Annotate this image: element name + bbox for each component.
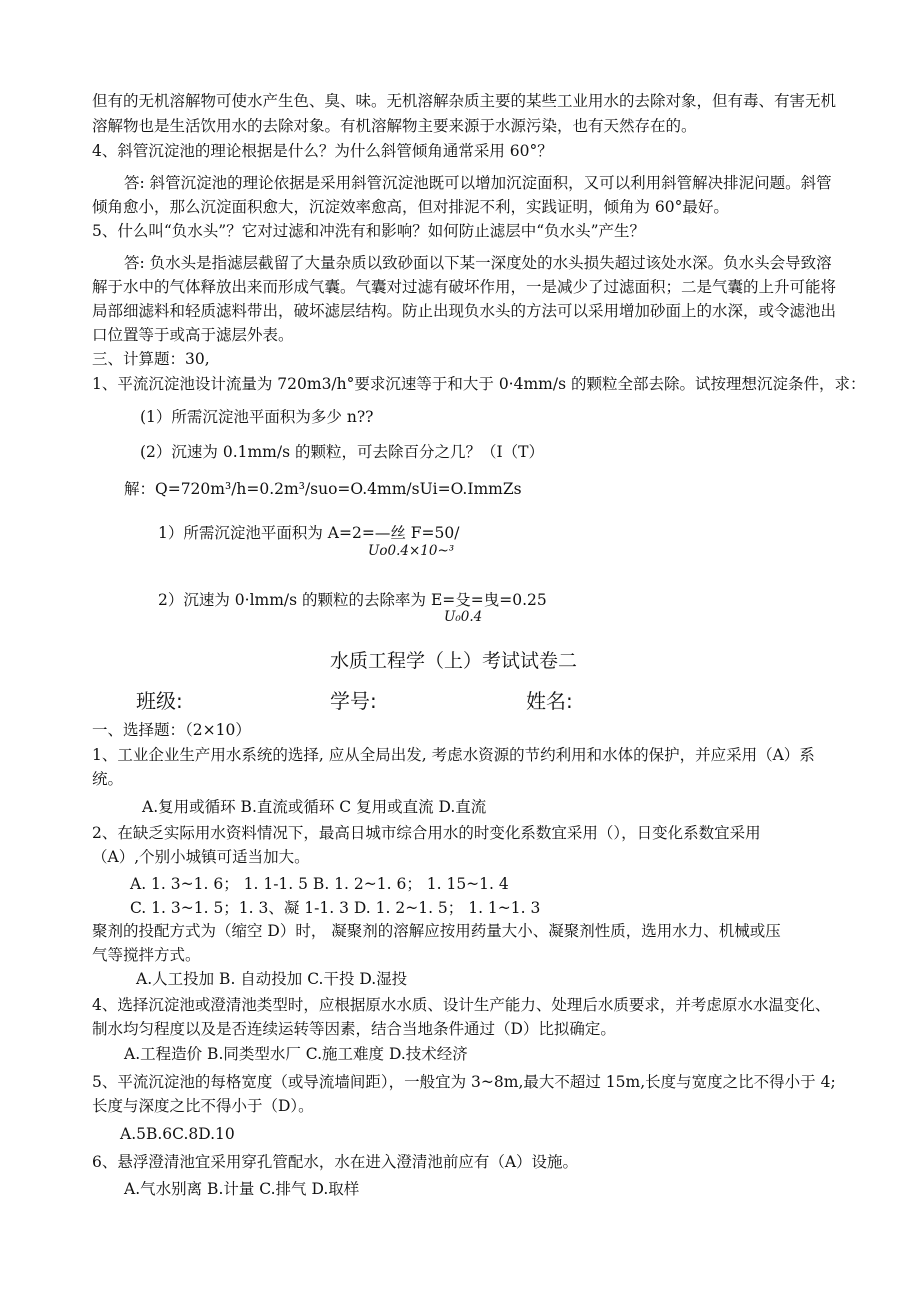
text-line: 局部细滤料和轻质滤料带出，破坏滤层结构。防止出现负水头的方法可以采用增加砂面上的水深，或令滤池出 — [92, 302, 837, 320]
name-label: 姓名: — [526, 689, 573, 713]
solution-step-1-denominator: Uo0.4×10~³ — [368, 543, 455, 559]
problem-part-1: (1）所需沉淀池平面积为多少 n?? — [140, 408, 374, 426]
question-4b: 4、选择沉淀池或澄清池类型时，应根据原水水质、设计生产能力、处理后水质要求，并考虑原水水温变化、 — [92, 996, 831, 1014]
text-line: 制水均匀程度以及是否连续运转等因素，结合当地条件通过（D）比拟确定。 — [92, 1020, 616, 1038]
options-2a: A. 1. 3~1. 6； 1. 1-1. 5 B. 1. 2~1. 6； 1. 15~1. 4 — [130, 875, 509, 893]
text-line: 口位置等于或高于滤层外表。 — [92, 326, 294, 344]
question-2: 2、在缺乏实际用水资料情况下，最高日城市综合用水的时变化系数宜采用（），日变化系数宜采用 — [92, 824, 761, 842]
class-label: 班级: — [136, 689, 183, 713]
text-line: 但有的无机溶解物可使水产生色、臭、味。无机溶解杂质主要的某些工业用水的去除对象，但有毒、有害无机 — [92, 92, 837, 110]
text-line: 统。 — [92, 770, 124, 788]
solution-line: 解：Q=720m³/h=0.2m³/suo=O.4mm/sUi=O.ImmZs — [124, 480, 522, 498]
solution-step-2-denominator: U₀0.4 — [444, 609, 483, 625]
options-4: A.工程造价 B.同类型水厂 C.施工难度 D.技术经济 — [124, 1045, 468, 1063]
question-5: 5、什么叫“负水头”？它对过滤和冲洗有和影响？如何防止滤层中“负水头”产生？ — [92, 222, 646, 240]
exam-title: 水质工程学（上）考试试卷二 — [330, 650, 578, 672]
text-line: （A）,个别小城镇可适当加大。 — [92, 848, 310, 866]
text-line: 倾角愈小，那么沉淀面积愈大，沉淀效率愈高，但对排泥不利，实践证明，倾角为 60°最好。 — [92, 198, 729, 216]
options-5: A.5B.6C.8D.10 — [120, 1125, 235, 1143]
answer-5: 答: 负水头是指滤层截留了大量杂质以致砂面以下某一深度处的水头损失超过该处水深。负水头会导致溶 — [124, 254, 832, 272]
text-line: 气等搅拌方式。 — [92, 946, 201, 964]
student-id-label: 学号: — [330, 689, 377, 713]
problem-1: 1、平流沉淀池设计流量为 720m3/h°要求沉速等于和大于 0·4mm/s 的颗粒全部去除。试按理想沉淀条件，求： — [92, 375, 866, 393]
question-4: 4、斜管沉淀池的理论根据是什么？为什么斜管倾角通常采用 60°？ — [92, 142, 553, 160]
question-5b: 5、平流沉淀池的每格宽度（或导流墙间距），一般宜为 3~8m,最大不超过 15m,长度与宽度之比不得小于 4; — [92, 1073, 836, 1091]
options-2b: C. 1. 3~1. 5；1. 3、凝 1-1. 3 D. 1. 2~1. 5； 1. 1~1. 3 — [130, 899, 541, 917]
answer-4: 答: 斜管沉淀池的理论依据是采用斜管沉淀池既可以增加沉淀面积，又可以利用斜管解决排泥问题。斜管 — [124, 174, 832, 192]
section-heading: 三、计算题：30, — [92, 350, 210, 368]
section-heading: 一、选择题：（2×10） — [92, 721, 251, 739]
text-line: 解于水中的气体释放出来而形成气囊。气囊对过滤有破坏作用，一是减少了过滤面积；二是气囊的上升可能将 — [92, 278, 837, 296]
problem-part-2: (2）沉速为 0.1mm/s 的颗粒，可去除百分之几？（I（T） — [140, 443, 544, 461]
question-3: 聚剂的投配方式为（缩空 D）时， 凝聚剂的溶解应按用药量大小、凝聚剂性质，选用水力、机械或压 — [92, 922, 781, 940]
options-3: A.人工投加 B. 自动投加 C.干投 D.湿投 — [136, 970, 408, 988]
question-6: 6、悬浮澄清池宜采用穿孔管配水，水在进入澄清池前应有（A）设施。 — [92, 1153, 579, 1171]
solution-step-1: 1）所需沉淀池平面积为 A=2=—丝 F=50/ — [158, 524, 460, 542]
solution-step-2: 2）沉速为 0·lmm/s 的颗粒的去除率为 E=殳=曳=0.25 — [158, 591, 547, 609]
text-line: 溶解物也是生活饮用水的去除对象。有机溶解物主要来源于水源污染，也有天然存在的。 — [92, 117, 697, 135]
options-1: A.复用或循环 B.直流或循环 C 复用或直流 D.直流 — [142, 798, 487, 816]
text-line: 长度与深度之比不得小于（D）。 — [92, 1097, 314, 1115]
options-6: A.气水别离 B.计量 C.排气 D.取样 — [124, 1180, 360, 1198]
question-1: 1、工业企业生产用水系统的选择, 应从全局出发, 考虑水资源的节约利用和水体的保护，并应采用（A）系 — [92, 746, 815, 764]
